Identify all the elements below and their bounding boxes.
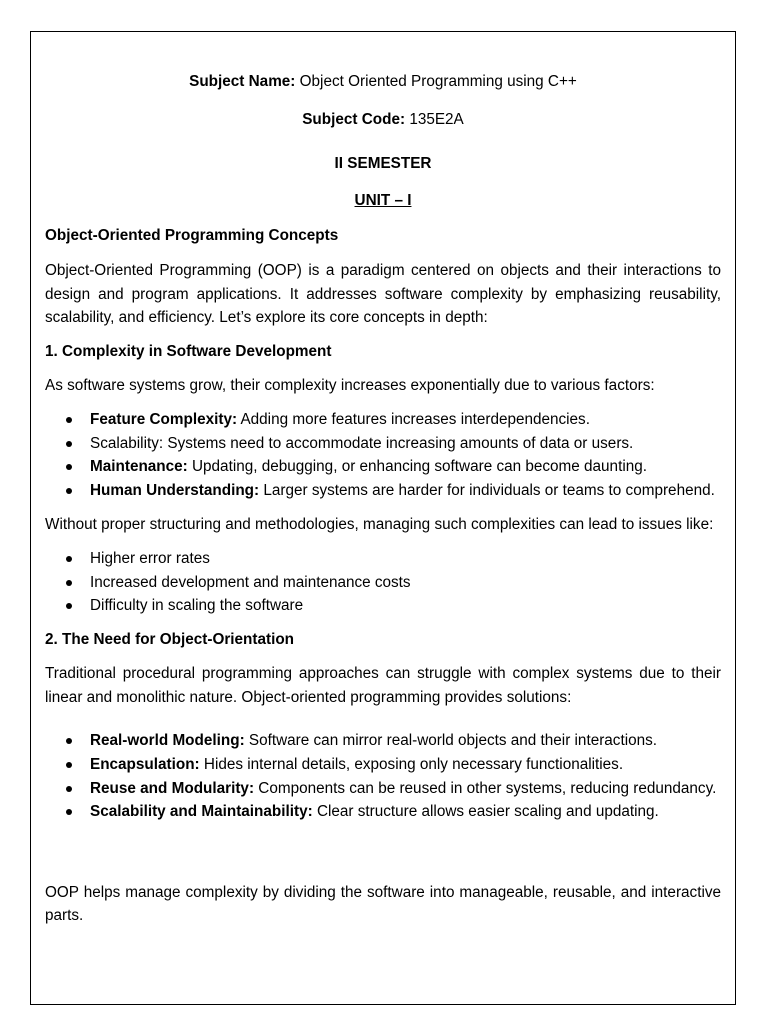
subject-code-label: Subject Code: [302,110,406,128]
list-item: Increased development and maintenance costs [90,571,721,595]
list-item [90,432,721,456]
list-item: Higher error rates [90,547,721,571]
complexity-factors-list [45,408,721,502]
list-item-label: Scalability and Maintainability: [90,803,313,821]
list-item-text: Components can be reused in other systems, reducing redundancy. [254,779,717,797]
list-item [90,455,721,479]
list-item-text: Adding more features increases interdependencies. [237,410,590,428]
list-item: Difficulty in scaling the software [90,594,721,618]
issues-lead: Without proper structuring and methodologies, managing such complexities can lead to issues like: [45,516,714,534]
list-item-label: Real-world Modeling: [90,732,245,750]
list-item-label: Reuse and Modularity: [90,779,255,797]
list-item-text: Updating, debugging, or enhancing software can become daunting. [187,458,647,476]
list-item-text: Hides internal details, exposing only necessary functionalities. [199,756,624,774]
subject-name-line [45,70,721,94]
list-item [90,408,721,432]
list-item-label: Maintenance: [90,458,188,476]
list-item-label: Feature Complexity: [90,410,238,428]
intro-heading: Object-Oriented Programming Concepts [45,227,339,245]
list-item-text: Larger systems are harder for individuals or teams to comprehend. [259,481,715,499]
subject-name-value: Object Oriented Programming using C++ [295,73,577,90]
list-item [90,777,721,801]
list-item-text: Scalability: Systems need to accommodate increasing amounts of data or users. [90,434,634,452]
list-item-text: Clear structure allows easier scaling and updating. [312,803,659,821]
oop-solutions-list [45,729,721,823]
unit-heading [45,189,721,213]
list-item [90,479,721,503]
subject-code-line [45,108,721,132]
section2-heading: 2. The Need for Object-Orientation [45,630,295,648]
document-body [45,70,721,928]
subject-name-label: Subject Name: [189,73,296,90]
list-item [90,729,721,753]
subject-code-value: 135E2A [405,110,464,128]
list-item-label: Encapsulation: [90,756,200,774]
list-item-label: Human Understanding: [90,481,260,499]
semester-heading: II SEMESTER [334,155,432,173]
list-item [90,800,721,824]
section1-lead: As software systems grow, their complexity increases exponentially due to various factors: [45,377,655,395]
intro-paragraph: Object-Oriented Programming (OOP) is a paradigm centered on objects and their interactions to design and program applications. It addresses software complexity by emphasizing reusability, scalability, and efficiency. Let’s explore its core concepts in depth: [45,261,721,327]
closing-paragraph: OOP helps manage complexity by dividing the software into manageable, reusable, and interactive parts. [45,883,721,925]
section2-lead: Traditional procedural programming approaches can struggle with complex systems due to their linear and monolithic nature. Object-oriented programming provides solutions: [45,665,721,706]
list-item [90,753,721,777]
issues-list [45,547,721,618]
unit-heading-text: UNIT – I [354,191,412,209]
list-item-text: Software can mirror real-world objects and their interactions. [244,732,658,750]
section1-heading: 1. Complexity in Software Development [45,342,332,360]
